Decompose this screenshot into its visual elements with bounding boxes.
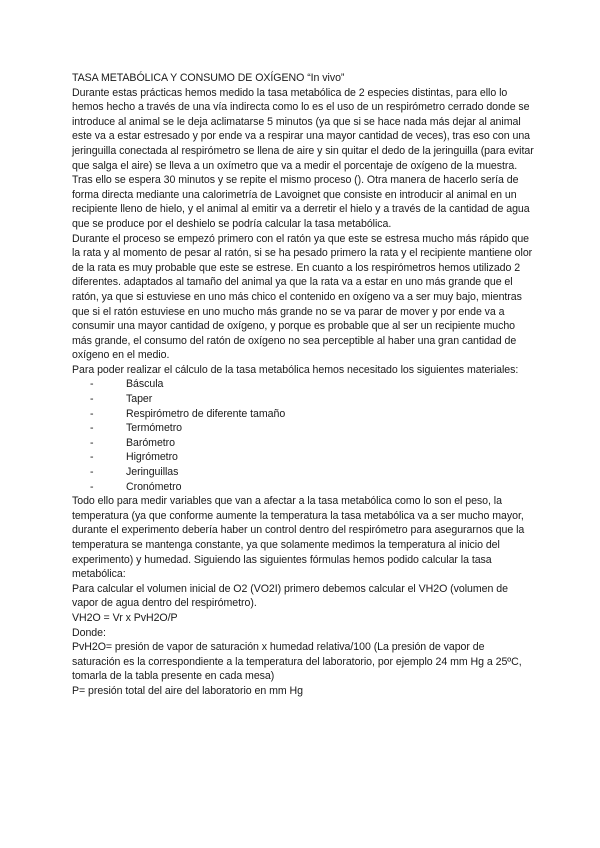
material-label: Taper <box>126 393 153 406</box>
list-item <box>90 465 534 480</box>
list-dash: - <box>90 422 94 435</box>
document-title: TASA METABÓLICA Y CONSUMO DE OXÍGENO “In vivo” <box>72 72 345 84</box>
list-item <box>90 421 534 436</box>
paragraph-initial-volume: Para calcular el volumen inicial de O2 (VO2I) primero debemos calcular el VH2O (volumen de vapor de agua dentro del respirómetro). <box>72 582 508 610</box>
list-dash: - <box>90 436 94 449</box>
paragraph-materials-intro: Para poder realizar el cálculo de la tasa metabólica hemos necesitado los siguientes materiales: <box>72 363 519 376</box>
material-label: Cronómetro <box>126 480 182 493</box>
material-label: Barómetro <box>126 436 176 449</box>
list-item <box>90 407 534 422</box>
list-dash: - <box>90 407 94 420</box>
material-label: Termómetro <box>126 422 183 435</box>
list-dash: - <box>90 451 94 464</box>
formula-vh2o: VH2O = Vr x PvH2O/P <box>72 611 178 624</box>
list-item <box>90 450 534 465</box>
list-item <box>90 480 534 495</box>
definition-p: P= presión total del aire del laboratorio en mm Hg <box>72 684 303 697</box>
paragraph-methods: Durante estas prácticas hemos medido la tasa metabólica de 2 especies distintas, para ello lo hemos hecho a través de una vía indirecta como lo es el uso de un respirómetro cerrado donde se introduce al animal se le deja aclimatarse 5 minutos (ya que si se hace nada más dejar al animal este va a estar estresado y por ende va a respirar una mayor cantidad de veces), tras eso con una jeringuilla conectada al respirómetro se llena de aire y sin quitar el dedo de la jeringuilla (para evitar que salga el aire) se lleva a un oxímetro que va a medir el porcentaje de oxígeno de la muestra. Tras ello se espera 30 minutos y se repite el mismo proceso (). Otra manera de hacerlo sería de forma directa mediante una calorimetría de Lavoignet que consiste en introducir al animal en un recipiente lleno de hielo, y el animal al emitir va a derretir el hielo y a través de la cantidad de agua que se produce por el deshielo se podría calcular la tasa metabólica. <box>72 86 534 230</box>
list-dash: - <box>90 393 94 406</box>
paragraph-procedure: Durante el proceso se empezó primero con el ratón ya que este se estresa mucho más rápido que la rata y al momento de pesar al ratón, si se ha pesado primero la rata y el recipiente mantiene olor de la rata es muy probable que este se estrese. En cuanto a los respirómetros hemos utilizado 2 diferentes. adaptados al tamaño del animal ya que la rata va a estar en uno más grande que el ratón, ya que si estuviese en uno más chico el contenido en oxígeno va a ser muy bajo, mientras que si el ratón estuviese en uno mucho más grande no se va parar de mover y por ende va a consumir una mayor cantidad de oxígeno, y porque es probable que al ser un recipiente mucho más grande, el consumo del ratón de oxígeno no sea perceptible al haber una gran cantidad de oxígeno en el medio. <box>72 232 533 362</box>
list-item <box>90 436 534 451</box>
material-label: Jeringuillas <box>126 466 179 479</box>
material-label: Báscula <box>126 378 164 391</box>
paragraph-variables: Todo ello para medir variables que van a afectar a la tasa metabólica como lo son el peso, la temperatura (ya que conforme aumente la temperatura la tasa metabólica va a ser mucho mayor, durante el experimento debería haber un control dentro del respirómetro para asegurarnos que la temperatura se mantenga constante, ya que solamente medimos la temperatura al inicio del experimento) y humedad. Siguiendo las siguientes fórmulas hemos podido calcular la tasa metabólica: <box>72 495 525 581</box>
donde-label: Donde: <box>72 626 106 639</box>
document-body <box>72 71 534 699</box>
list-dash: - <box>90 466 94 479</box>
list-dash: - <box>90 378 94 391</box>
list-dash: - <box>90 480 94 493</box>
definition-pvh2o: PvH2O= presión de vapor de saturación x humedad relativa/100 (La presión de vapor de saturación es la correspondiente a la temperatura del laboratorio, por ejemplo 24 mm Hg a 25ºC, tomarla de la tabla presente en cada mesa) <box>72 641 522 683</box>
material-label: Respirómetro de diferente tamaño <box>126 407 286 420</box>
materials-list <box>72 377 534 494</box>
list-item <box>90 377 534 392</box>
material-label: Higrómetro <box>126 451 178 464</box>
list-item <box>90 392 534 407</box>
